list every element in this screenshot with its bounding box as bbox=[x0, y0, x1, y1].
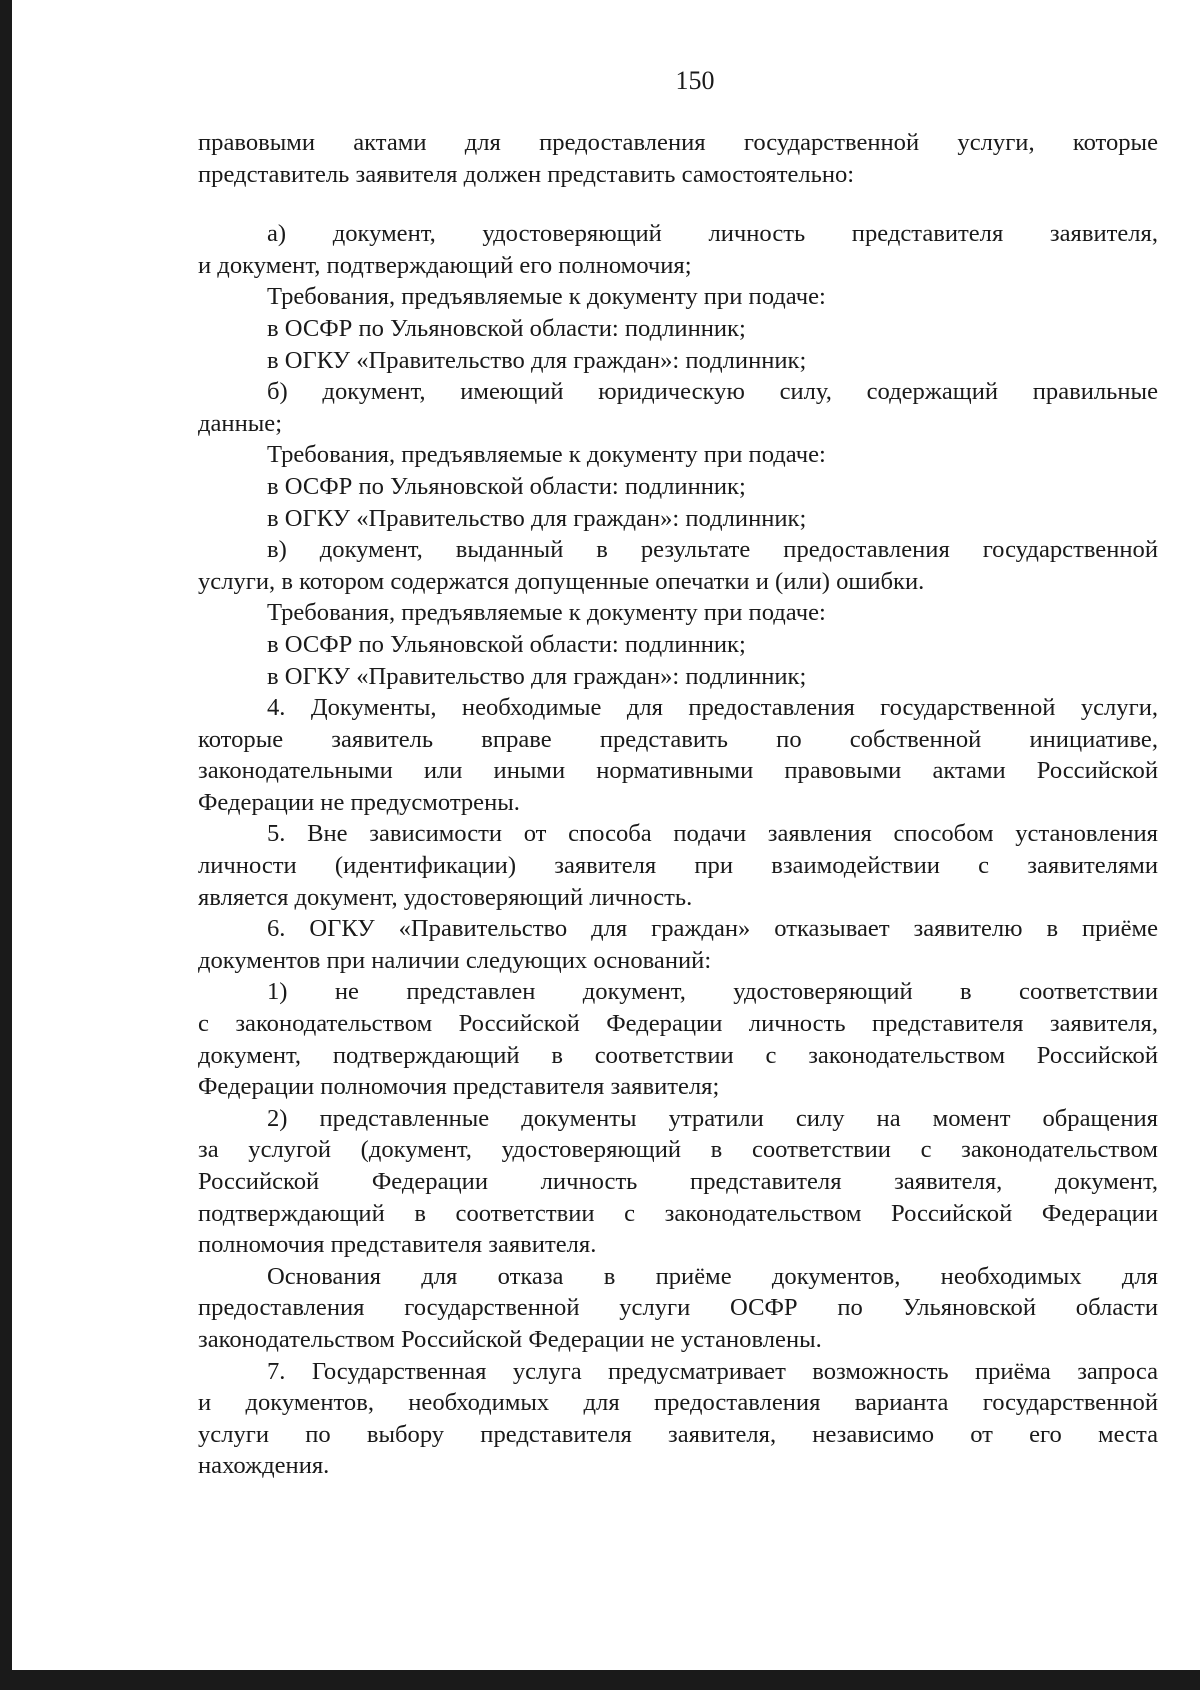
text-line: а) документ, удостоверяющий личность представителя заявителя, bbox=[267, 220, 1158, 248]
text-line: Федерации не предусмотрены. bbox=[198, 788, 520, 816]
text-line: которые заявитель вправе представить по собственной инициативе, bbox=[198, 725, 1158, 753]
text-line: в ОСФР по Ульяновской области: подлинник; bbox=[267, 630, 746, 658]
text-line: 6. ОГКУ «Правительство для граждан» отказывает заявителю в приёме bbox=[267, 915, 1158, 943]
text-line: Федерации полномочия представителя заявителя; bbox=[198, 1073, 720, 1101]
text-line: личности (идентификации) заявителя при взаимодействии с заявителями bbox=[198, 852, 1158, 880]
text-line: в ОГКУ «Правительство для граждан»: подлинник; bbox=[267, 346, 807, 374]
text-line: данные; bbox=[198, 409, 283, 437]
text-line: Требования, предъявляемые к документу при подаче: bbox=[267, 441, 826, 469]
text-line: услуги, в котором содержатся допущенные опечатки и (или) ошибки. bbox=[198, 567, 925, 595]
text-line: в ОГКУ «Правительство для граждан»: подлинник; bbox=[267, 504, 807, 532]
text-line: 1) не представлен документ, удостоверяющий в соответствии bbox=[267, 978, 1158, 1006]
text-line: полномочия представителя заявителя. bbox=[198, 1231, 597, 1259]
text-line: и документ, подтверждающий его полномочия; bbox=[198, 251, 692, 279]
scan-left-edge bbox=[0, 0, 12, 1690]
text-line: нахождения. bbox=[198, 1452, 330, 1480]
text-line: Российской Федерации личность представителя заявителя, документ, bbox=[198, 1168, 1158, 1195]
document-body bbox=[198, 127, 1158, 1482]
text-line: документ, подтверждающий в соответствии с законодательством Российской bbox=[198, 1041, 1158, 1069]
text-line: Требования, предъявляемые к документу при подаче: bbox=[267, 599, 826, 627]
text-line: 4. Документы, необходимые для предоставления государственной услуги, bbox=[267, 694, 1158, 722]
text-line: за услугой (документ, удостоверяющий в соответствии с законодательством bbox=[198, 1136, 1158, 1164]
blank-line bbox=[198, 190, 1158, 218]
text-line: документов при наличии следующих оснований: bbox=[198, 946, 712, 974]
text-line: Требования, предъявляемые к документу при подаче: bbox=[267, 283, 826, 311]
text-line: подтверждающий в соответствии с законодательством Российской Федерации bbox=[198, 1199, 1158, 1227]
text-line: в ОСФР по Ульяновской области: подлинник; bbox=[267, 314, 746, 342]
text-line: 2) представленные документы утратили силу на момент обращения bbox=[267, 1104, 1158, 1132]
text-line: в) документ, выданный в результате предоставления государственной bbox=[267, 536, 1158, 564]
text-line: 7. Государственная услуга предусматривает возможность приёма запроса bbox=[267, 1357, 1158, 1385]
text-line: с законодательством Российской Федерации личность представителя заявителя, bbox=[198, 1010, 1158, 1038]
text-line: законодательными или иными нормативными правовыми актами Российской bbox=[198, 757, 1158, 785]
text-line: законодательством Российской Федерации не установлены. bbox=[198, 1325, 822, 1353]
scan-bottom-edge bbox=[0, 1670, 1200, 1690]
page-number: 150 bbox=[675, 66, 715, 95]
text-line: и документов, необходимых для предоставления варианта государственной bbox=[198, 1389, 1158, 1417]
text-line: в ОГКУ «Правительство для граждан»: подлинник; bbox=[267, 662, 807, 690]
text-line: предоставления государственной услуги ОСФР по Ульяновской области bbox=[198, 1294, 1158, 1322]
text-line: является документ, удостоверяющий личность. bbox=[198, 883, 693, 911]
text-line: представитель заявителя должен представить самостоятельно: bbox=[198, 160, 855, 188]
text-line: б) документ, имеющий юридическую силу, содержащий правильные bbox=[267, 378, 1158, 406]
text-line: в ОСФР по Ульяновской области: подлинник; bbox=[267, 472, 746, 500]
text-line: услуги по выбору представителя заявителя, независимо от его места bbox=[198, 1420, 1158, 1448]
text-line: 5. Вне зависимости от способа подачи заявления способом установления bbox=[267, 820, 1158, 848]
text-line: Основания для отказа в приёме документов, необходимых для bbox=[267, 1262, 1158, 1290]
text-line: правовыми актами для предоставления государственной услуги, которые bbox=[198, 129, 1158, 156]
